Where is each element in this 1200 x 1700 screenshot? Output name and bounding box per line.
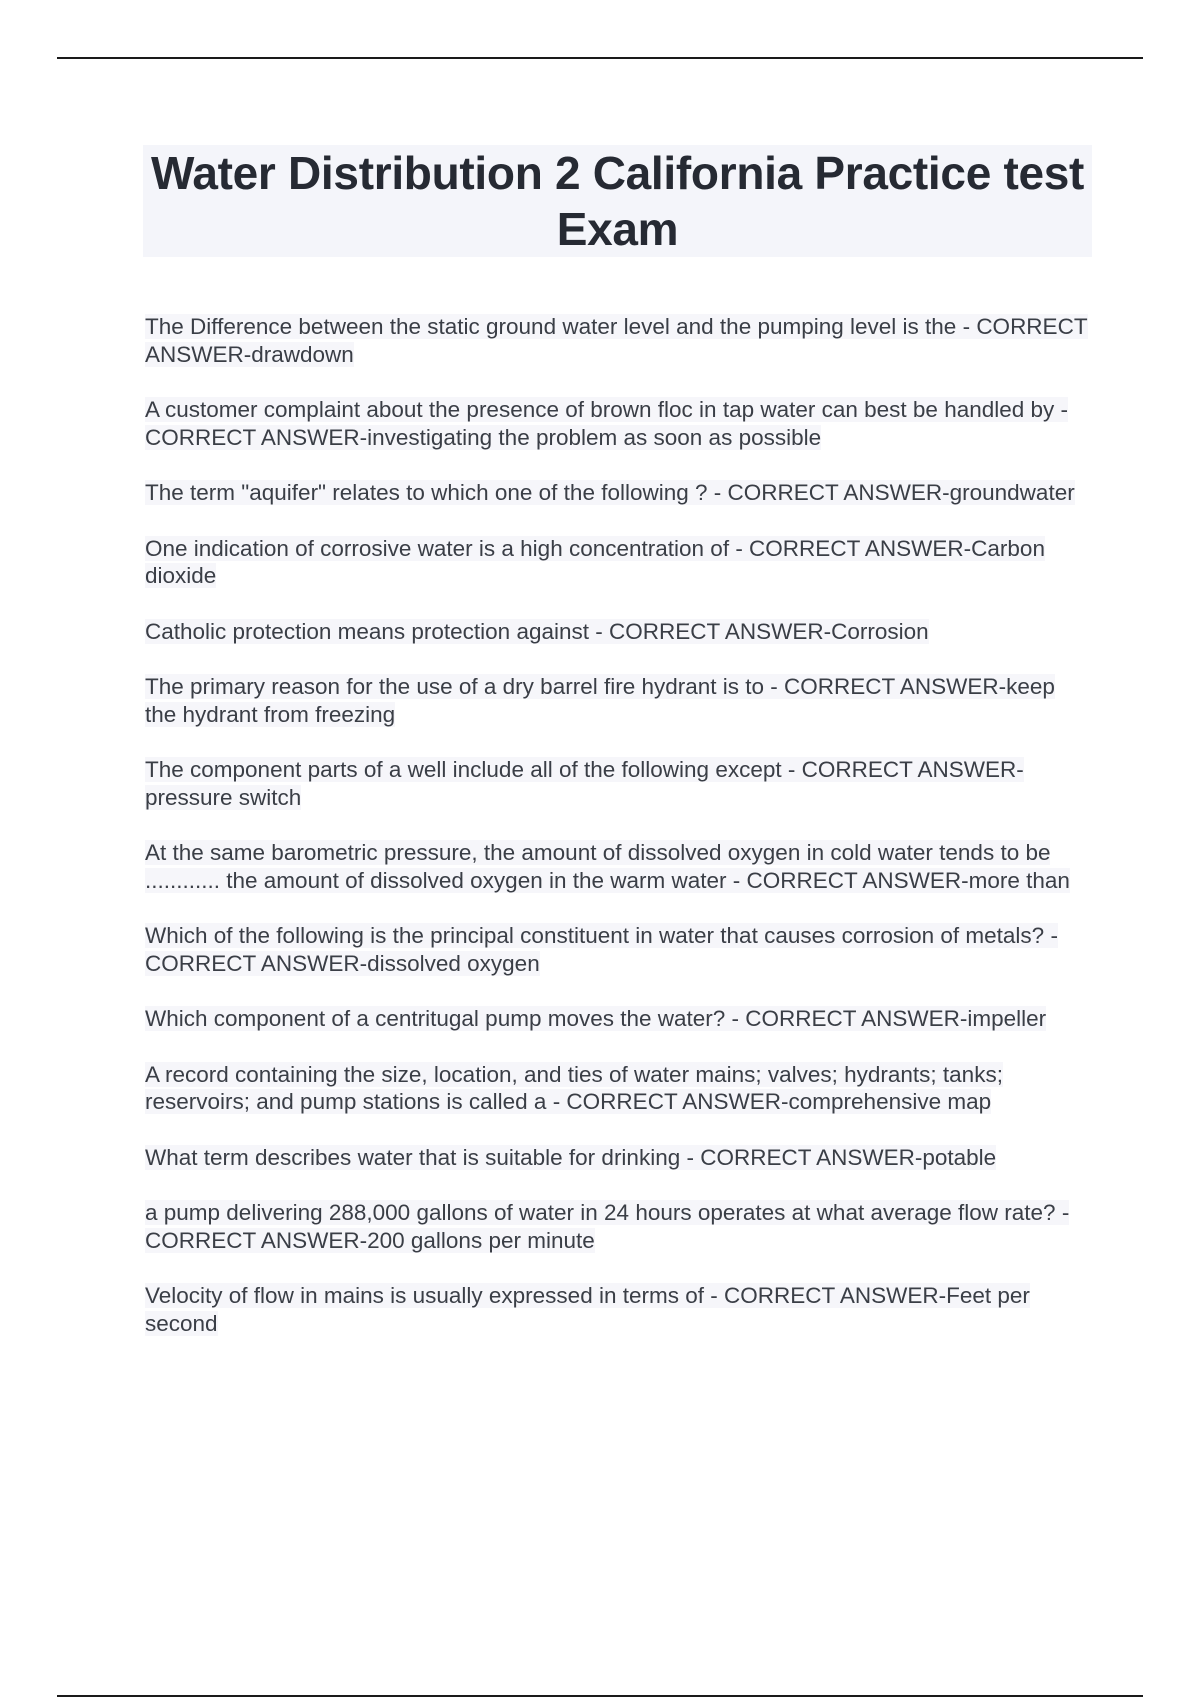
top-rule (57, 57, 1143, 59)
bottom-rule (57, 1695, 1143, 1697)
qa-item (145, 479, 1090, 507)
qa-item (145, 396, 1090, 451)
qa-text: At the same barometric pressure, the amount of dissolved oxygen in cold water tends to be ............ the amount of dissolved oxygen in the warm water - CORRECT ANSWER-more than (145, 840, 1070, 893)
qa-item (145, 1144, 1090, 1172)
qa-item (145, 1282, 1090, 1337)
qa-text: Which component of a centritugal pump moves the water? - CORRECT ANSWER-impeller (145, 1006, 1047, 1031)
qa-text: What term describes water that is suitable for drinking - CORRECT ANSWER-potable (145, 1144, 997, 1170)
qa-item (145, 618, 1090, 646)
qa-text: a pump delivering 288,000 gallons of water in 24 hours operates at what average flow rate? - CORRECT ANSWER-200 gallons per minute (145, 1200, 1070, 1253)
qa-text: The Difference between the static ground water level and the pumping level is the - CORRECT ANSWER-drawdown (145, 314, 1088, 367)
qa-item (145, 673, 1090, 728)
qa-text: One indication of corrosive water is a high concentration of - CORRECT ANSWER-Carbon dioxide (145, 535, 1045, 588)
qa-text: Catholic protection means protection against - CORRECT ANSWER-Corrosion (145, 618, 929, 644)
qa-item (145, 1199, 1090, 1254)
qa-text: A record containing the size, location, and ties of water mains; valves; hydrants; tanks; reservoirs; and pump stations is called a - CORRECT ANSWER-comprehensive map (145, 1061, 1003, 1114)
qa-text: Which of the following is the principal constituent in water that causes corrosion of metals? - CORRECT ANSWER-dissolved oxygen (145, 923, 1058, 976)
qa-item (145, 535, 1090, 590)
qa-item (145, 1061, 1090, 1116)
qa-item (145, 313, 1090, 368)
page-title: Water Distribution 2 California Practice test Exam (150, 147, 1085, 255)
qa-text: A customer complaint about the presence of brown floc in tap water can best be handled by - CORRECT ANSWER-investigating the problem as soon as possible (145, 397, 1069, 450)
qa-text: The component parts of a well include all of the following except - CORRECT ANSWER-pressure switch (145, 757, 1024, 810)
qa-item (145, 756, 1090, 811)
qa-item (145, 1005, 1090, 1033)
qa-item (145, 922, 1090, 977)
qa-text: The term "aquifer" relates to which one of the following ? - CORRECT ANSWER-groundwater (145, 480, 1075, 505)
qa-list (145, 313, 1090, 1365)
qa-item (145, 839, 1090, 894)
title-block (143, 145, 1092, 257)
qa-text: Velocity of flow in mains is usually expressed in terms of - CORRECT ANSWER-Feet per second (145, 1283, 1030, 1336)
qa-text: The primary reason for the use of a dry barrel fire hydrant is to - CORRECT ANSWER-keep the hydrant from freezing (145, 674, 1055, 727)
